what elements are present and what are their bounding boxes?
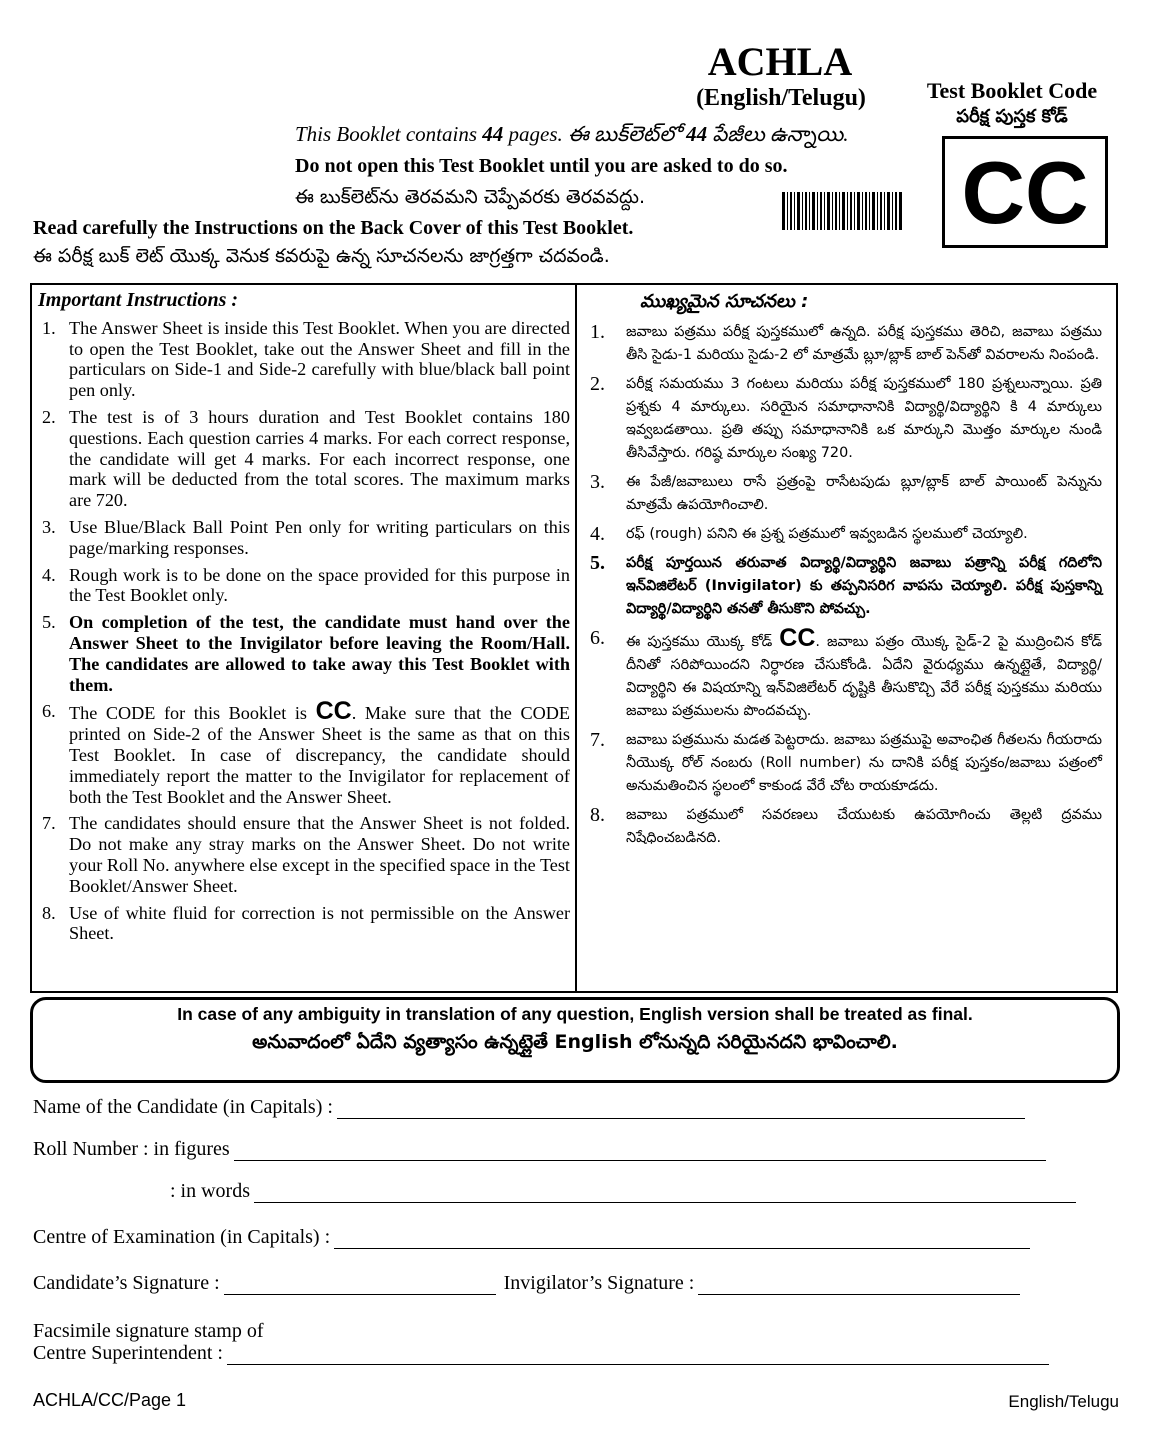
instructions-telugu <box>590 290 1102 856</box>
centre-field: Centre of Examination (in Capitals) : <box>33 1226 1030 1249</box>
page-footer-left: ACHLA/CC/Page 1 <box>33 1390 187 1410</box>
instruction-item: 8. Use of white fluid for correction is not permissible on the Answer Sheet. <box>42 902 570 944</box>
read-carefully-notice: Read carefully the Instructions on the Back Cover of this Test Booklet. <box>33 217 634 239</box>
booklet-code-inline-te: CC <box>779 624 816 652</box>
candidate-name-field: Name of the Candidate (in Capitals) : <box>33 1096 1025 1119</box>
barcode-icon <box>782 192 902 230</box>
facsimile-label: Facsimile signature stamp of <box>33 1320 264 1342</box>
ambiguity-notice-te: అనువాదంలో ఏదేని వ్యత్యాసం ఉన్నట్లైతే English లోనున్నది సరియైనదని భావించాలి. <box>252 1031 898 1053</box>
booklet-code-inline: CC <box>315 697 352 726</box>
read-carefully-notice-te: ఈ పరీక్ష బుక్ లెట్ యొక్క వెనుక కవరుపై ఉన్న సూచనలను జాగ్రత్తగా చదవండి. <box>33 245 610 267</box>
pages-count-te: 44 <box>686 122 708 146</box>
roll-figures-field: Roll Number : in figures <box>33 1138 1046 1161</box>
instruction-item: 4. Rough work is to be done on the space provided for this purpose in the Test Booklet only. <box>42 564 570 606</box>
test-booklet-code: CC <box>942 136 1108 248</box>
test-booklet-code-label: Test Booklet Code <box>926 78 1098 103</box>
booklet-subtitle: (English/Telugu) <box>696 85 866 111</box>
instructions-english <box>38 290 570 950</box>
instruction-item-te: 3. ఈ పేజీ/జవాబులు రాసే ప్రత్రంపై రాసేటపుడు బ్లూ/బ్లాక్ బాల్ పాయింట్ పెన్నును మాత్రమే ఉపయోగించాలి. <box>590 471 1102 513</box>
candidate-name-line[interactable] <box>337 1100 1025 1119</box>
instruction-item: 7. The candidates should ensure that the Answer Sheet is not folded. Do not make any stray marks on the Answer Sheet. Do not write your Roll No. anywhere else except in the specified space in the Test Booklet/Answer Sheet. <box>42 813 570 896</box>
pages-line: This Booklet contains 44 pages. ఈ బుక్‌లెట్‌లో 44 పేజీలు ఉన్నాయి. <box>295 122 849 146</box>
instruction-item-te: 1. జవాబు పత్రము పరీక్ష పుస్తకములో ఉన్నది. పరీక్ష పుస్తకము తెరిచి, జవాబు పత్రము తీసి సైడు-1 మరియు సైడు-2 లో మాత్రమే బ్లూ/బ్లాక్ బాల్ పెన్‌తో వివరాలను నింపండి. <box>590 321 1102 363</box>
instruction-item-te: 7. జవాబు పత్రమును మడత పెట్టరాదు. జవాబు పత్రముపై అవాంఛిత గీతలను గీయరాదు నీయొక్క రోల్ నంబరు (Roll number) ను దానికి పరీక్ష పుస్తకం/జవాబు పత్రంలో అనుమతించిన స్థలంలో కాకుండ వేరే చోట రాయకూడదు. <box>590 729 1102 794</box>
instruction-item-te: 2. పరీక్ష సమయము 3 గంటలు మరియు పరీక్ష పుస్తకములో 180 ప్రశ్నలున్నాయి. ప్రతి ప్రశ్నకు 4 మార్కులు. సరియైన సమాధానానికి విద్యార్థి/విద్యార్థిని కి 4 మార్కులు ఇవ్వబడతాయి. ప్రతి తప్పు సమాధానానికి ఒక మార్కుని మొత్తం మార్కుల నుండి తీసివేస్తారు. గరిష్ఠ మార్కుల సంఖ్య 720. <box>590 373 1102 461</box>
instructions-divider <box>575 283 577 993</box>
roll-words-field: : in words <box>170 1180 1076 1203</box>
centre-line[interactable] <box>334 1230 1030 1249</box>
pages-count: 44 <box>482 122 504 146</box>
signature-fields: Candidate’s Signature : Invigilator’s Signature : <box>33 1272 1020 1295</box>
instruction-item-te: 4. రఫ్ (rough) పనిని ఈ ప్రశ్న పత్రములో ఇవ్వబడిన స్థలములో చెయ్యాలి. <box>590 523 1028 545</box>
do-not-open-notice: Do not open this Test Booklet until you are asked to do so. <box>295 155 788 177</box>
page-footer-right: English/Telugu <box>1008 1392 1119 1411</box>
do-not-open-notice-te: ఈ బుక్‌లెట్‌ను తెరవమని చెప్పేవరకు తెరవవద్దు. <box>295 186 646 208</box>
instruction-item-te: 6. ఈ పుస్తకము యొక్క కోడ్ CC. జవాబు పత్రం యొక్క సైడ్-2 పై ముద్రించిన కోడ్ దీనితో సరిపోయిందని నిర్ధారణ చేసుకోండి. ఏదేని వైరుధ్యము ఉన్నట్లైతే, విద్యార్థి/విద్యార్థిని ఈ విషయాన్ని ఇన్‌విజిలేటర్ దృష్టికి తీసుకొచ్చి వేరే పరీక్ష పుస్తకము మరియు జవాబు పత్రములను పొందవచ్చు. <box>590 624 1102 719</box>
roll-words-line[interactable] <box>254 1184 1076 1203</box>
instruction-item: 6. The CODE for this Booklet is CC. Make sure that the CODE printed on Side-2 of the Answer Sheet is the same as that on this Test Booklet. In case of discrepancy, the candidate should immediately report the matter to the Invigilator for replacement of both the Test Booklet and the Answer Sheet. <box>42 697 570 807</box>
roll-figures-line[interactable] <box>234 1142 1046 1161</box>
instructions-heading-en: Important Instructions : <box>38 289 239 311</box>
instruction-item-te: 8. జవాబు పత్రములో సవరణలు చేయుటకు ఉపయోగించు తెల్లటి ద్రవము నిషేధించబడినది. <box>590 804 1102 846</box>
instruction-item: 5. On completion of the test, the candidate must hand over the Answer Sheet to the Invigilator before leaving the Room/Hall. The candidates are allowed to take away this Test Booklet with them. <box>42 612 570 695</box>
instructions-heading-te: ముఖ్యమైన సూచనలు : <box>640 291 809 312</box>
invigilator-signature-line[interactable] <box>698 1276 1020 1295</box>
instruction-item-te: 5. పరీక్ష పూర్తయిన తరువాత విద్యార్థి/విద్యార్థిని జవాబు పత్రాన్ని పరీక్ష గదిలోని ఇన్‌విజిలేటర్ (Invigilator) కు తప్పనిసరిగ వాపసు చెయ్యాలి. పరీక్ష పుస్తకాన్ని విద్యార్థి/విద్యార్థిని తనతో తీసుకొని పోవచ్చు. <box>590 552 1102 617</box>
ambiguity-notice-en: In case of any ambiguity in translation of any question, English version shall be treated as final. <box>177 1004 973 1024</box>
superintendent-field: Centre Superintendent : <box>33 1342 1049 1365</box>
test-booklet-code-label-te: పరీక్ష పుస్తక కోడ్ <box>956 106 1068 127</box>
candidate-signature-line[interactable] <box>224 1276 496 1295</box>
instruction-item: 3. Use Blue/Black Ball Point Pen only for writing particulars on this page/marking responses. <box>42 516 570 558</box>
booklet-title: ACHLA <box>707 39 853 84</box>
superintendent-line[interactable] <box>227 1346 1049 1365</box>
instruction-item: 1. The Answer Sheet is inside this Test Booklet. When you are directed to open the Test Booklet, take out the Answer Sheet and fill in the particulars on Side-1 and Side-2 carefully with blue/black ball point pen only. <box>42 317 570 401</box>
instruction-item: 2. The test is of 3 hours duration and Test Booklet contains 180 questions. Each question carries 4 marks. For each correct response, the candidate will get 4 marks. For each incorrect response, one mark will be deducted from the total scores. The maximum marks are 720. <box>42 406 570 511</box>
ambiguity-notice <box>30 997 1120 1083</box>
